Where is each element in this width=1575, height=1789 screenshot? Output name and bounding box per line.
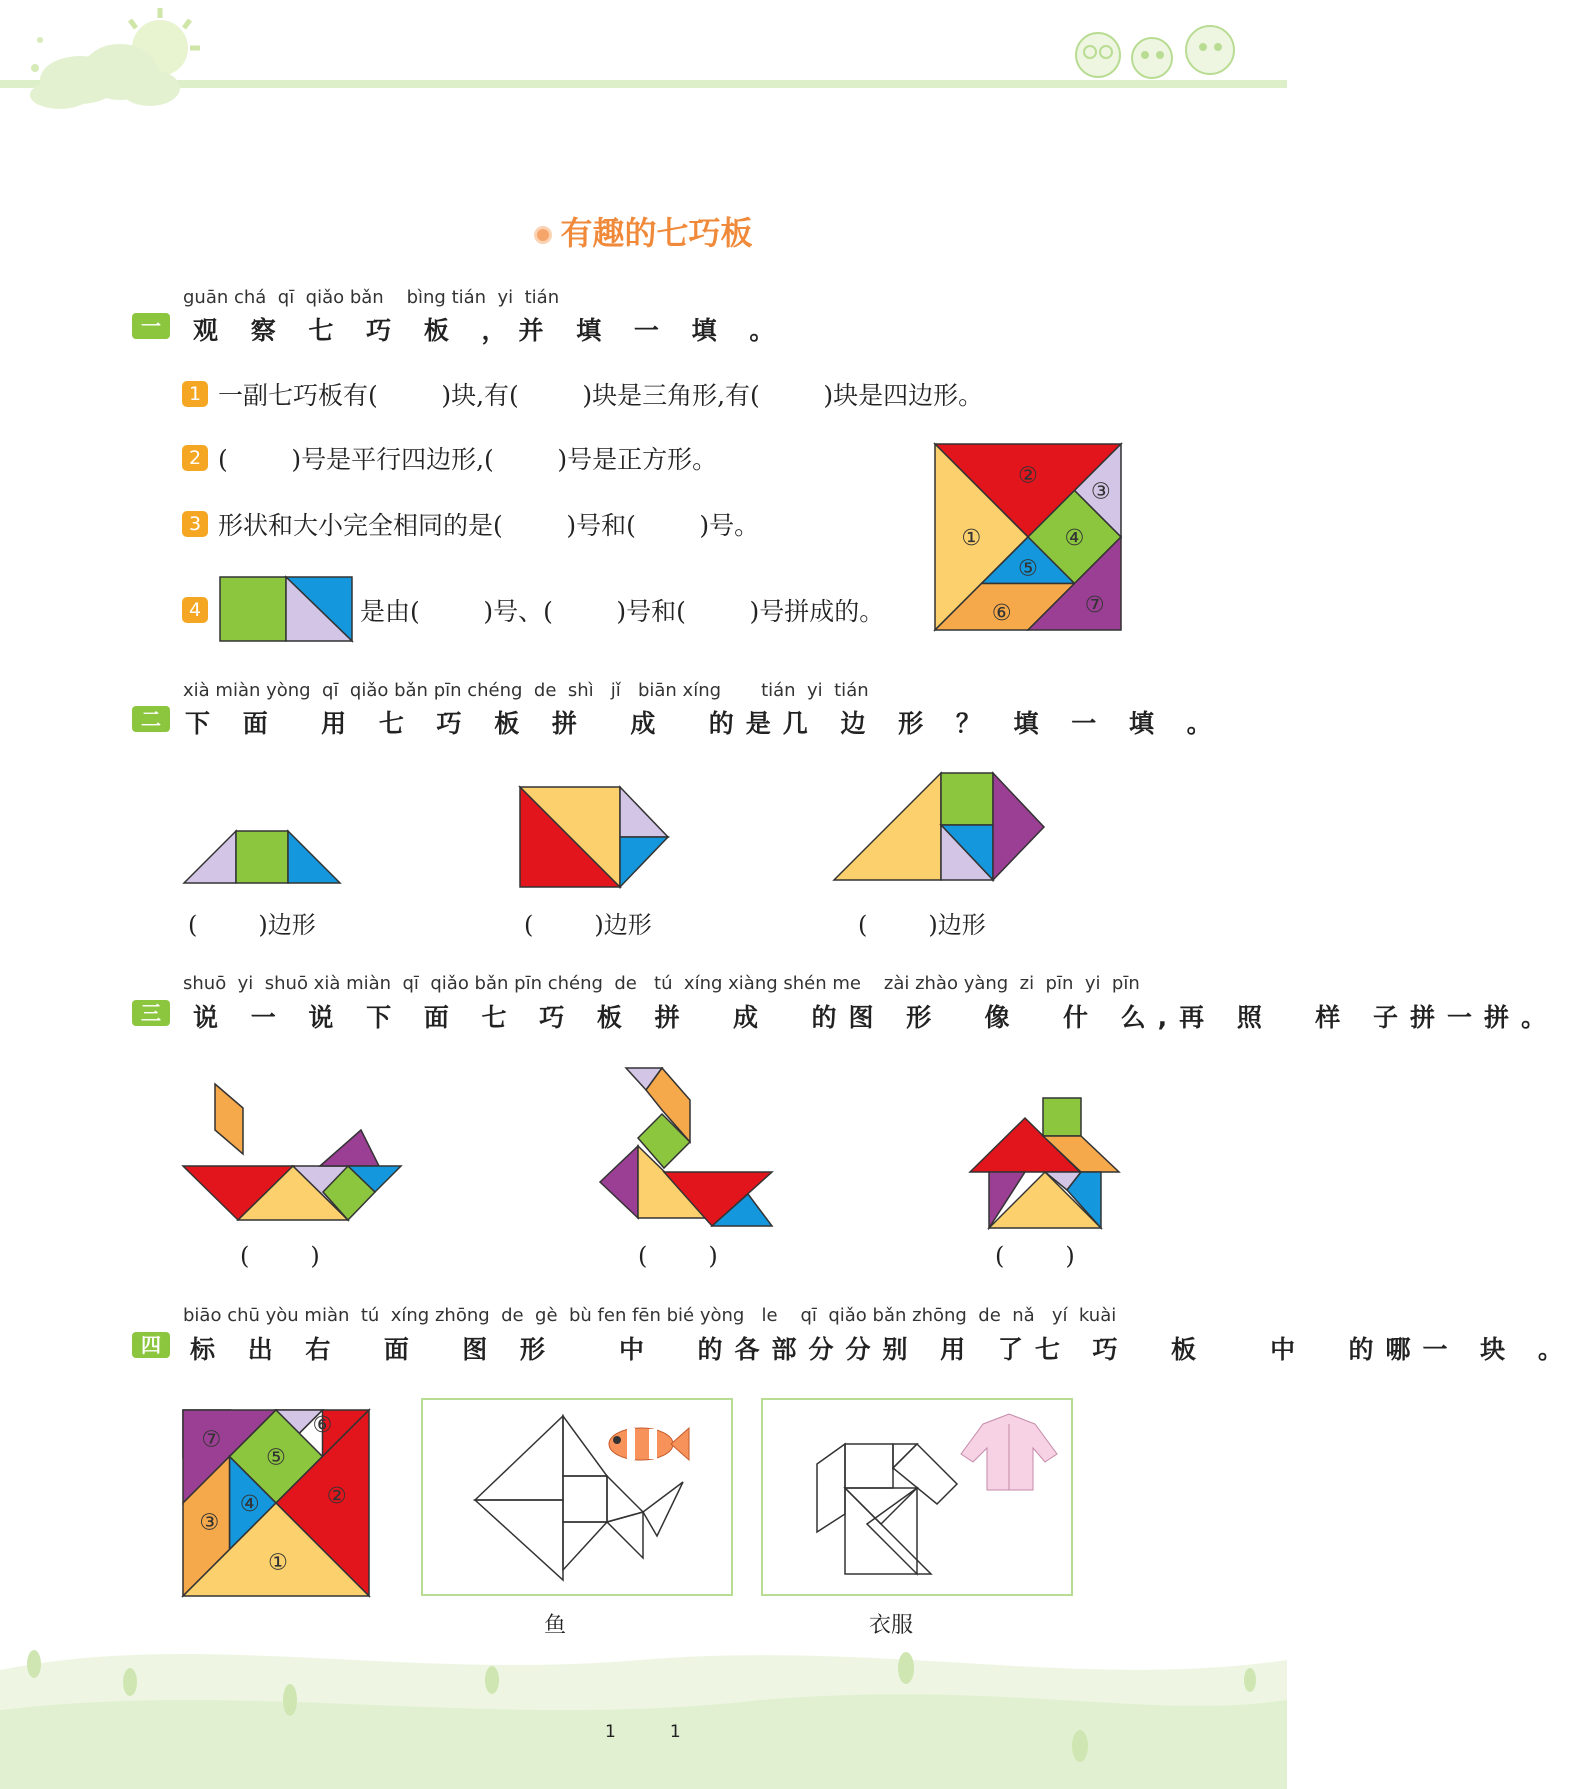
- question-3-number: 3: [182, 511, 208, 537]
- shape-1-answer: ( )边形: [188, 911, 316, 939]
- boat-figure: [183, 1082, 403, 1222]
- tangram-label-7: ⑦: [1084, 591, 1105, 618]
- shape-3-answer: ( )边形: [858, 911, 986, 939]
- clothes-panel: [761, 1398, 1073, 1596]
- shape-quadrilateral: [833, 772, 1045, 882]
- tangram-label-4: ④: [1064, 525, 1085, 552]
- section2-heading: 下 面 用 七 巧 板 拼 成 的是几 边 形 ？ 填 一 填 。: [185, 709, 1224, 738]
- page-title-text: 有趣的七巧板: [560, 214, 753, 252]
- swan-figure: [598, 1066, 774, 1230]
- section1-badge: 一: [132, 313, 170, 339]
- question-4-figure: [219, 576, 353, 642]
- section1-pinyin: guān chá qī qiǎo bǎn bìng tián yi tián: [183, 287, 560, 308]
- section4-heading: 标 出 右 面 图 形 中 的各部分分别 用 了七 巧 板 中 的哪一 块 。: [190, 1335, 1575, 1364]
- question-3-text: 形状和大小完全相同的是( )号和( )号。: [218, 511, 760, 540]
- tangram-label-3: ③: [1090, 478, 1111, 505]
- house-answer: ( ): [995, 1242, 1075, 1270]
- page-number: 1 1: [605, 1722, 681, 1742]
- question-2-number: 2: [182, 445, 208, 471]
- section3-pinyin: shuō yi shuō xià miàn qī qiǎo bǎn pīn chéng de tú xíng xiàng shén me zài zhào yàng zi pīn yi pīn: [183, 973, 1140, 994]
- fish-panel: [421, 1398, 733, 1596]
- section2-badge: 二: [132, 706, 170, 732]
- star-icon: [31, 37, 43, 72]
- question-4-text: 是由( )号、( )号和( )号拼成的。: [360, 597, 885, 626]
- clothes-caption: 衣服: [869, 1613, 914, 1638]
- section1-heading: 观 察 七 巧 板 ，并 填 一 填 。: [193, 316, 787, 345]
- tangram-label-1: ①: [961, 525, 982, 552]
- tangram-label-2: ②: [1018, 462, 1038, 489]
- question-4-number: 4: [182, 597, 208, 623]
- header-decoration: [0, 0, 1287, 120]
- ref-label-3: ③: [199, 1509, 220, 1536]
- tangram-square: [935, 444, 1121, 630]
- house-figure: [969, 1096, 1121, 1230]
- footer-landscape: [0, 1620, 1287, 1789]
- question-2-text: ( )号是平行四边形,( )号是正方形。: [218, 445, 718, 474]
- tangram-label-6: ⑥: [991, 599, 1012, 626]
- ref-label-1: ①: [268, 1549, 288, 1576]
- section4-badge: 四: [132, 1332, 170, 1358]
- question-1-number: 1: [182, 381, 208, 407]
- shape-trapezoid: [183, 830, 341, 884]
- ref-label-2: ②: [326, 1483, 347, 1509]
- ref-label-6: ⑥: [312, 1412, 333, 1439]
- tangram-label-5: ⑤: [1018, 555, 1038, 582]
- question-1-text: 一副七巧板有( )块,有( )块是三角形,有( )块是四边形。: [218, 381, 984, 410]
- ref-label-7: ⑦: [201, 1426, 222, 1453]
- page-title: [0, 208, 1287, 254]
- section3-badge: 三: [132, 1000, 170, 1026]
- cartoon-animals-icon: [1076, 26, 1234, 78]
- section4-pinyin: biāo chū yòu miàn tú xíng zhōng de gè bù fen fēn bié yòng le qī qiǎo bǎn zhōng de nǎ yí kuài: [183, 1305, 1117, 1326]
- reference-tangram: [183, 1410, 369, 1596]
- ref-label-4: ④: [239, 1491, 260, 1518]
- swan-answer: ( ): [638, 1242, 718, 1270]
- section3-heading: 说 一 说 下 面 七 巧 板 拼 成 的图 形 像 什 么,再 照 样 子拼一拼。: [193, 1003, 1558, 1032]
- shape-2-answer: ( )边形: [524, 911, 652, 939]
- title-bullet-icon: [534, 226, 552, 244]
- shape-pentagon: [519, 786, 669, 888]
- fish-caption: 鱼: [544, 1613, 567, 1638]
- section2-pinyin: xià miàn yòng qī qiǎo bǎn pīn chéng de shì jǐ biān xíng tián yi tián: [183, 680, 869, 701]
- boat-answer: ( ): [240, 1242, 320, 1270]
- ref-label-5: ⑤: [266, 1444, 286, 1471]
